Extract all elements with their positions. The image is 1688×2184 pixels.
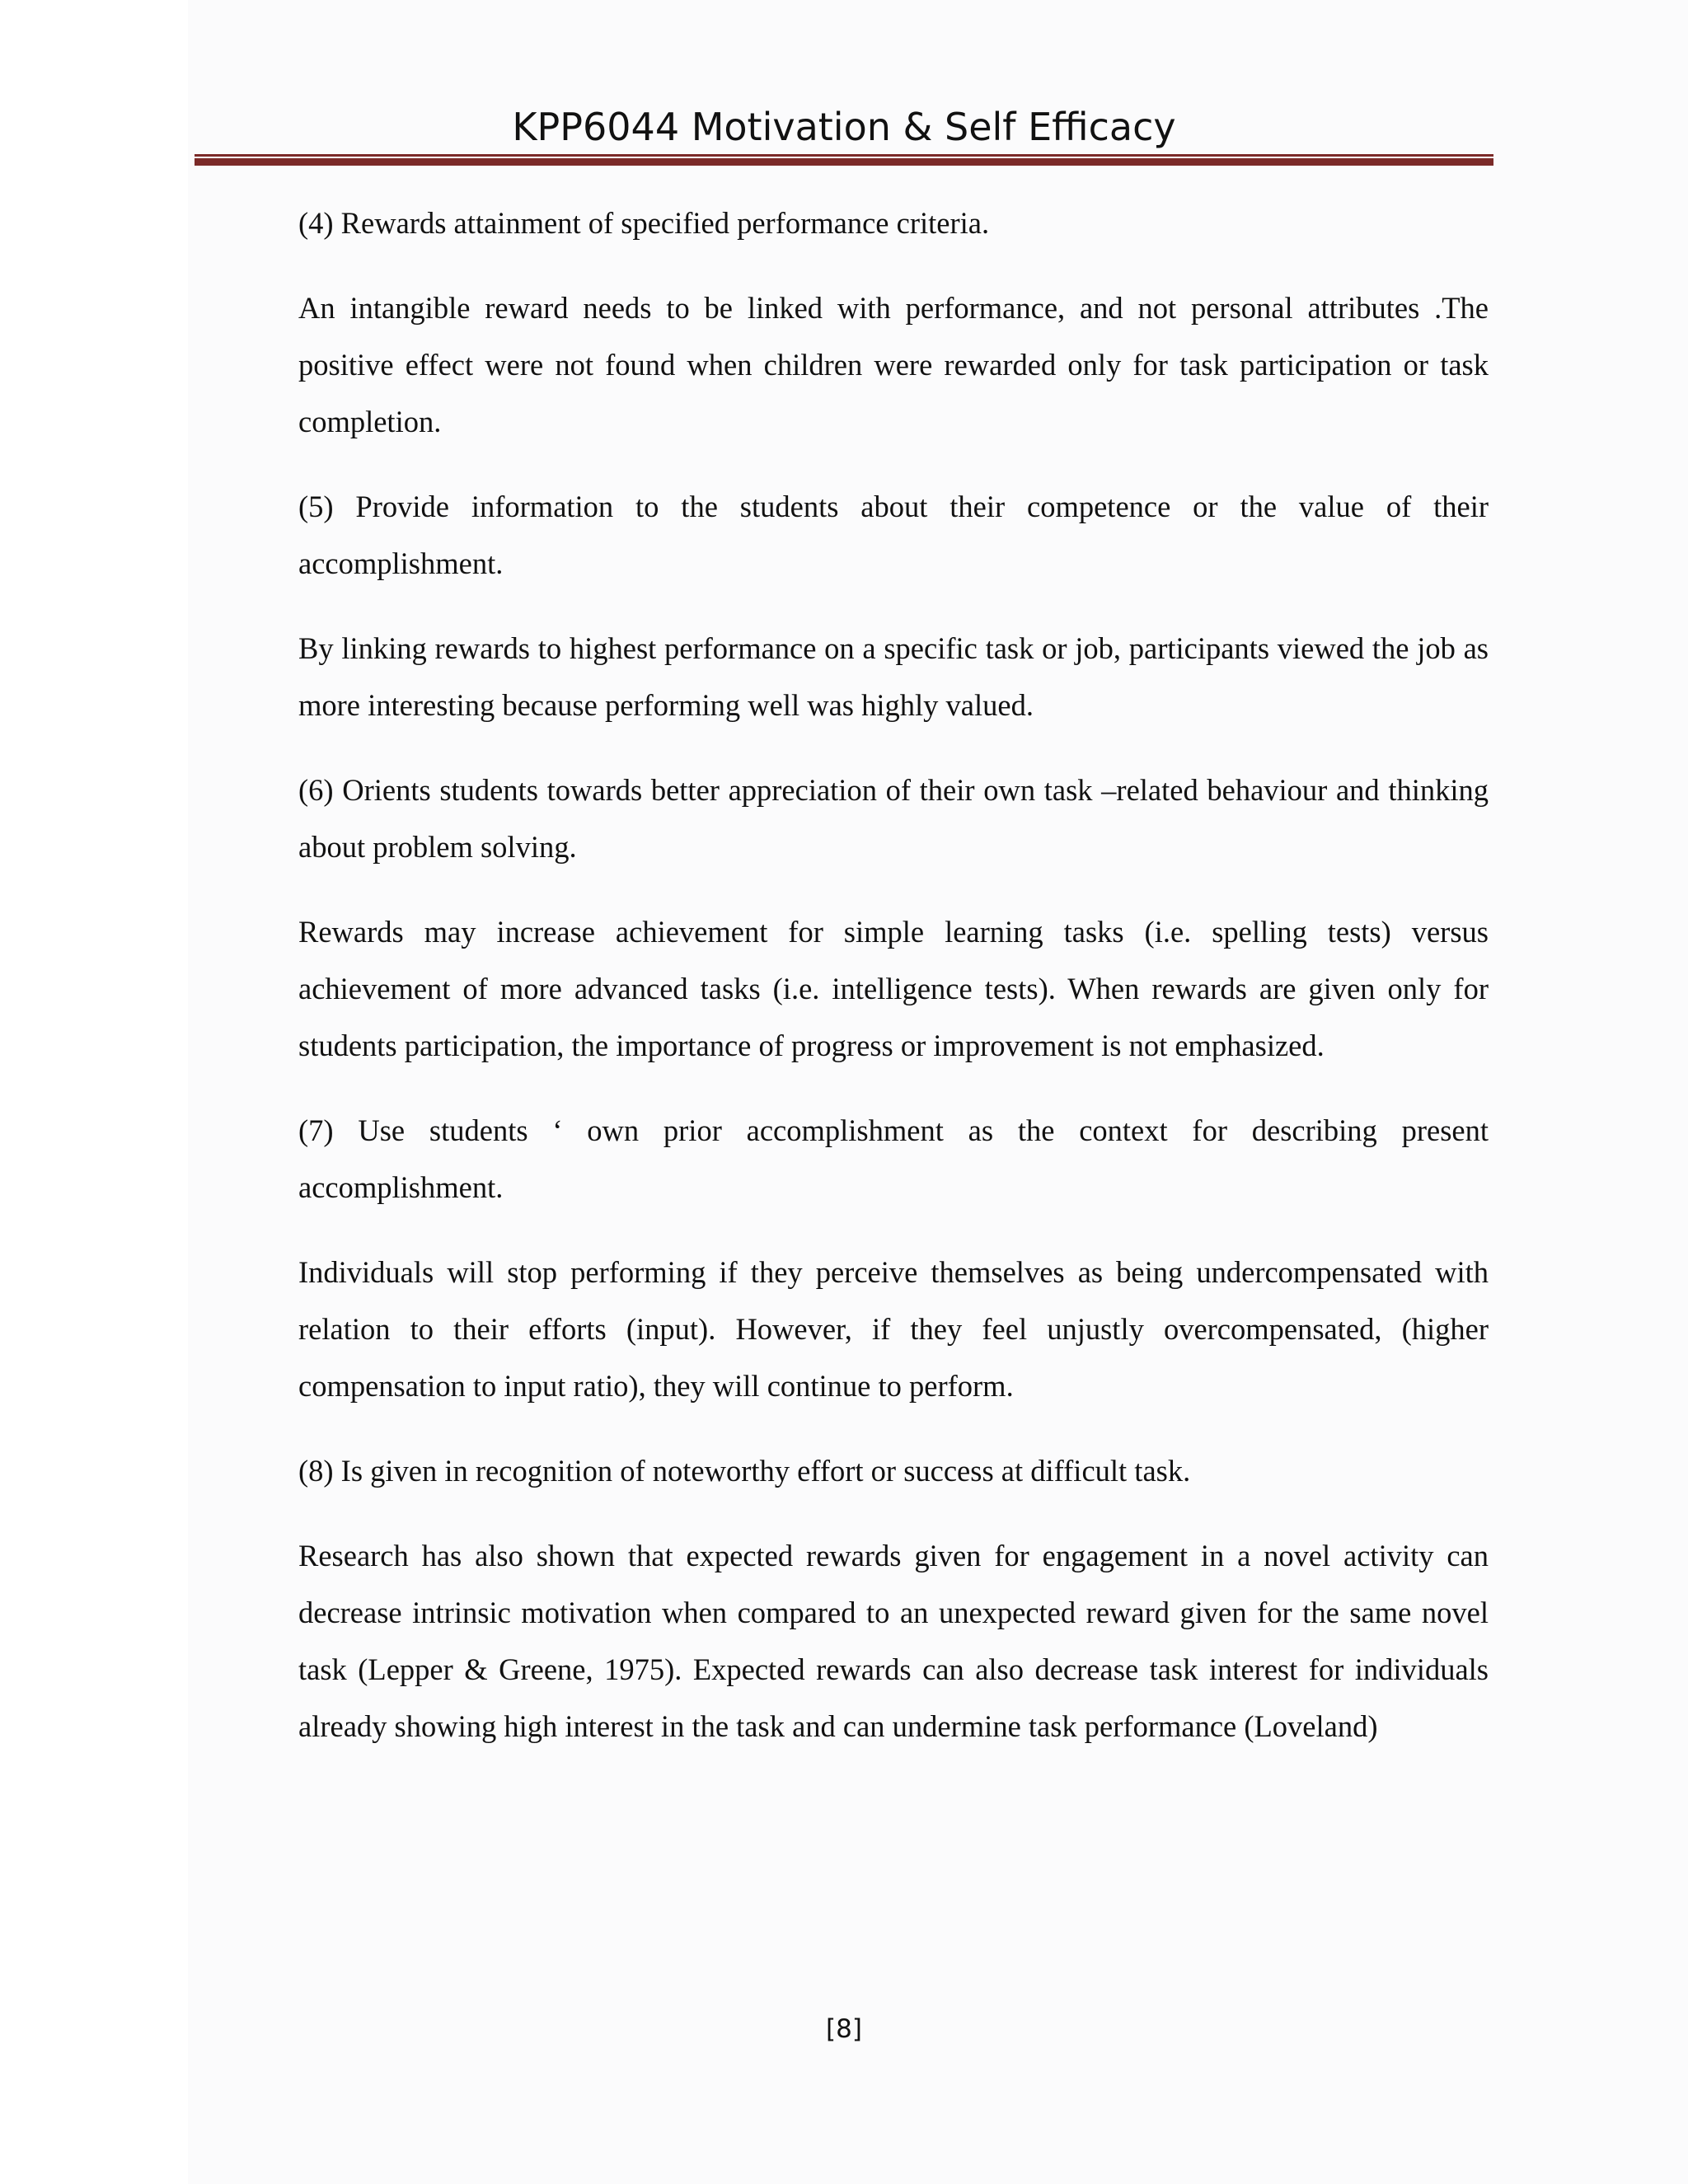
paragraph-explanation-5: By linking rewards to highest performance on a specific task or job, participants viewed the job as more interesting because performing well was highly valued. xyxy=(298,631,1489,722)
paragraph-criterion-6: (6) Orients students towards better appreciation of their own task –related behaviour and thinking about problem solving. xyxy=(298,773,1489,864)
header-rule-thin xyxy=(195,154,1493,157)
paragraph-criterion-8: (8) Is given in recognition of noteworthy effort or success at difficult task. xyxy=(298,1454,1191,1488)
paragraph-explanation-8: Research has also shown that expected rewards given for engagement in a novel activity can decrease intrinsic motivation when compared to an unexpected reward given for the same novel task (Lepper & Greene, 1975). Expected rewards can also decrease task interest for individuals already showing high interest in the task and can undermine task performance (Loveland) xyxy=(298,1539,1489,1743)
paragraph-explanation-6: Rewards may increase achievement for simple learning tasks (i.e. spelling tests) versus achievement of more advanced tasks (i.e. intelligence tests). When rewards are given only for students participation, the importance of progress or improvement is not emphasized. xyxy=(298,915,1489,1062)
paragraph-explanation-4: An intangible reward needs to be linked with performance, and not personal attributes .The positive effect were not found when children were rewarded only for task participation or task completion. xyxy=(298,291,1489,438)
header-rule-thick xyxy=(195,158,1493,166)
page-number: [8] xyxy=(826,2014,862,2044)
body-text xyxy=(298,194,1489,1783)
paragraph-explanation-7: Individuals will stop performing if they perceive themselves as being undercompensated with relation to their efforts (input). However, if they feel unjustly overcompensated, (higher compensation to input ratio), they will continue to perform. xyxy=(298,1255,1489,1403)
header-title: KPP6044 Motivation & Self Efficacy xyxy=(512,105,1176,149)
paragraph-criterion-7: (7) Use students ‘ own prior accomplishment as the context for describing present accomplishment. xyxy=(298,1113,1489,1204)
paragraph-criterion-4: (4) Rewards attainment of specified performance criteria. xyxy=(298,206,990,240)
paragraph-criterion-5: (5) Provide information to the students about their competence or the value of their accomplishment. xyxy=(298,490,1489,580)
